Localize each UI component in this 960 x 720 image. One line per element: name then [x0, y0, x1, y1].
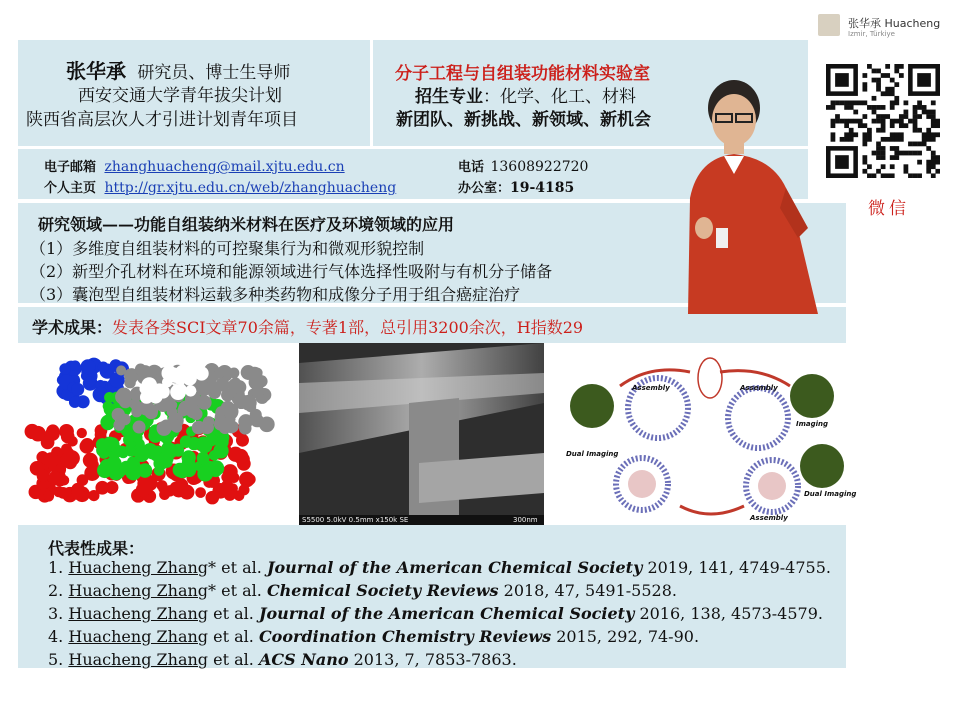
header-name-line [66, 55, 290, 84]
publication-after: et al. [208, 604, 259, 623]
phone-row [458, 156, 588, 175]
portrait-photo [668, 78, 828, 314]
office-label: 办公室： [458, 181, 511, 196]
publication-cite: 2016, 138, 4573-4579. [634, 604, 823, 623]
header-line3: 陕西省高层次人才引进计划青年项目 [26, 110, 298, 130]
research-heading: 研究领域——功能自组装纳米材料在医疗及环境领域的应用 [38, 215, 455, 234]
publication-after: * et al. [208, 558, 267, 577]
person-name: 张华承 [66, 59, 126, 83]
publication-journal: Journal of the American Chemical Society [258, 604, 635, 623]
homepage-row [44, 177, 396, 196]
diagram-label: Dual Imaging [804, 490, 857, 498]
diagram-label: Assembly [632, 384, 670, 392]
office-value: 19-4185 [510, 180, 575, 196]
lab-slogan: 新团队、新挑战、新领域、新机会 [396, 110, 651, 130]
sem-micrograph-image [299, 343, 544, 527]
wechat-label: 微信 [868, 199, 910, 219]
office-row [458, 177, 574, 196]
publication-journal: ACS Nano [258, 650, 349, 669]
publication-num: 1. [48, 558, 69, 577]
header-line2: 西安交通大学青年拔尖计划 [78, 86, 282, 106]
publication-item [48, 558, 831, 577]
publication-cite: 2018, 47, 5491-5528. [498, 581, 677, 600]
publication-item [48, 604, 823, 623]
phone-value: 13608922720 [490, 159, 589, 175]
homepage-label: 个人主页 [44, 181, 97, 196]
phone-label: 电话 [458, 160, 485, 175]
majors-value: ：化学、化工、材料 [483, 87, 636, 107]
publication-cite: 2013, 7, 7853-7863. [348, 650, 517, 669]
email-label: 电子邮箱 [44, 160, 97, 175]
publications-heading: 代表性成果： [48, 539, 145, 558]
achievements-label: 学术成果： [32, 318, 113, 337]
publication-item [48, 627, 699, 646]
research-item: （2）新型介孔材料在环境和能源领域进行气体选择性吸附与有机分子储备 [30, 262, 553, 281]
achievements-text: 发表各类SCI文章70余篇，专著1部，总引用3200余次，H指数29 [112, 318, 584, 337]
profile-tag[interactable] [818, 14, 948, 40]
avatar [818, 14, 840, 36]
majors-label: 招生专业 [415, 87, 483, 107]
publication-num: 4. [48, 627, 69, 646]
publication-author: Huacheng Zhang [68, 604, 209, 623]
profile-name: 张华承 Huacheng [848, 17, 941, 30]
diagram-label: Assembly [750, 514, 788, 522]
wechat-qr-code [826, 64, 940, 178]
publication-num: 2. [48, 581, 69, 600]
publication-author: Huacheng Zhang [68, 627, 209, 646]
publication-after: et al. [208, 650, 259, 669]
achievements-line [32, 315, 583, 338]
publication-journal: Journal of the American Chemical Society [266, 558, 643, 577]
publication-num: 3. [48, 604, 69, 623]
publication-author: Huacheng Zhang [68, 581, 209, 600]
publication-after: et al. [208, 627, 259, 646]
research-item: （1）多维度自组装材料的可控聚集行为和微观形貌控制 [30, 239, 425, 258]
publication-num: 5. [48, 650, 69, 669]
research-item: （3）囊泡型自组装材料运载多种类药物和成像分子用于组合癌症治疗 [30, 285, 521, 304]
publication-journal: Chemical Society Reviews [266, 581, 499, 600]
publication-cite: 2019, 141, 4749-4755. [642, 558, 831, 577]
email-link[interactable]: zhanghuacheng@mail.xjtu.edu.cn [104, 159, 345, 175]
diagram-label: Dual Imaging [566, 450, 619, 458]
publication-item [48, 650, 517, 669]
publication-journal: Coordination Chemistry Reviews [258, 627, 552, 646]
publication-item [48, 581, 677, 600]
diagram-label: Imaging [796, 420, 829, 428]
publication-author: Huacheng Zhang [68, 558, 209, 577]
lab-name: 分子工程与自组装功能材料实验室 [395, 64, 650, 84]
profile-location: Izmir, Türkiye [848, 30, 895, 38]
person-title: 研究员、博士生导师 [137, 63, 291, 83]
publication-after: * et al. [208, 581, 267, 600]
sem-scale: 300nm [513, 516, 538, 524]
diagram-label: Assembly [740, 384, 778, 392]
email-row [44, 156, 345, 175]
publication-cite: 2015, 292, 74-90. [551, 627, 700, 646]
sem-info: S5500 5.0kV 0.5mm x150k SE [302, 516, 409, 524]
publication-author: Huacheng Zhang [68, 650, 209, 669]
lab-majors [415, 82, 636, 107]
homepage-link[interactable]: http://gr.xjtu.edu.cn/web/zhanghuacheng [104, 180, 397, 196]
molecular-structure-image [22, 344, 294, 516]
vesicle-assembly-diagram [560, 356, 857, 524]
